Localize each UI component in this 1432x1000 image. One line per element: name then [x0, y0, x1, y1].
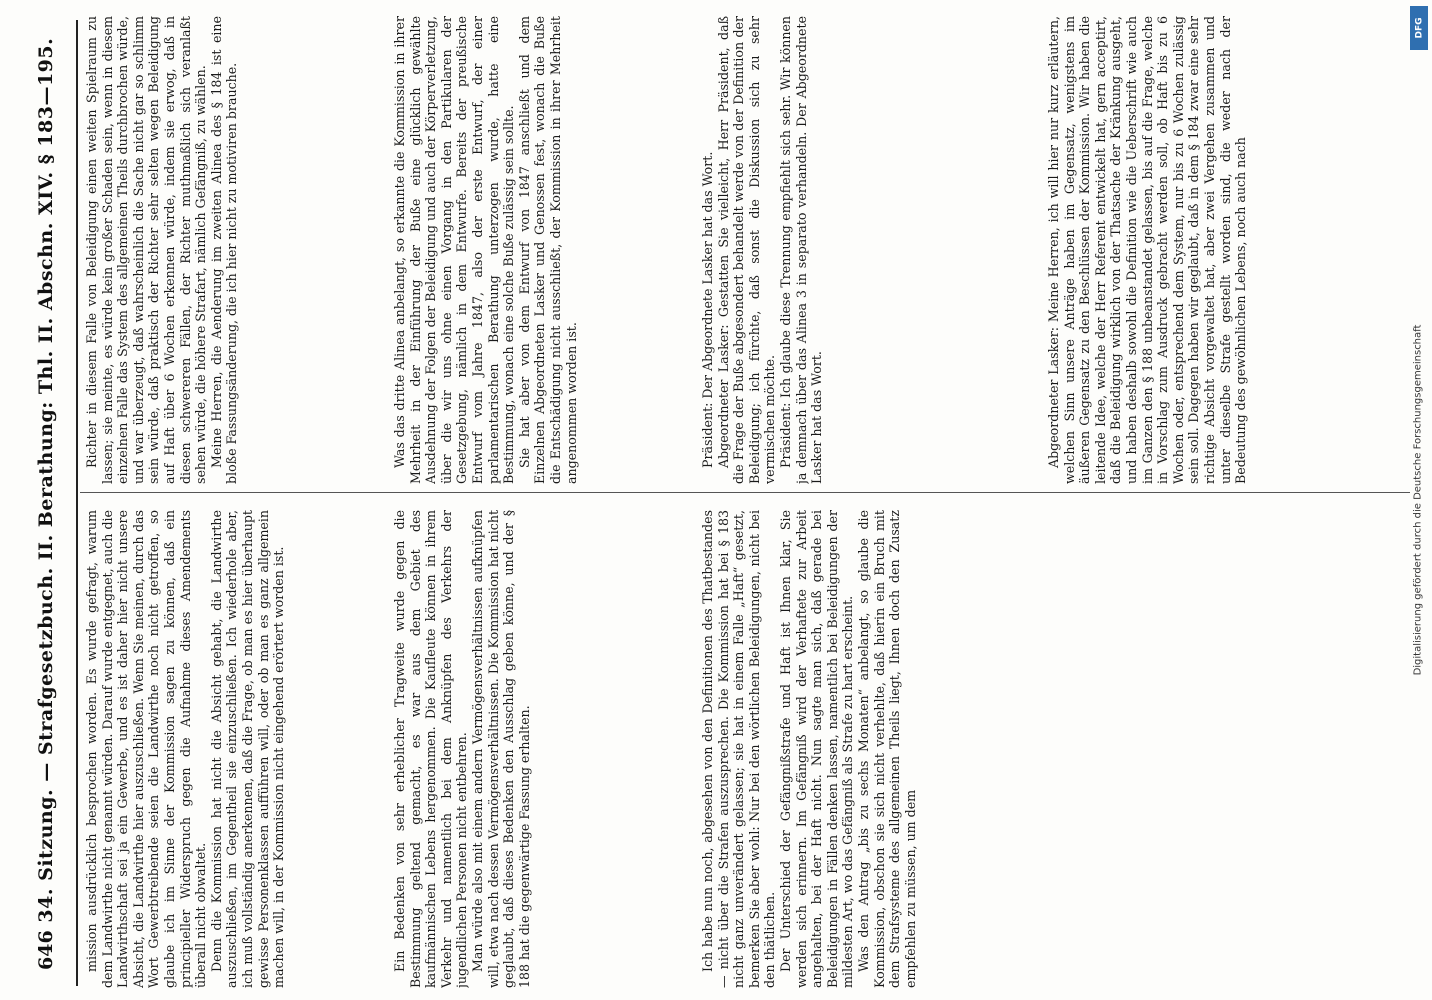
- column-left-bottom: [700, 510, 1040, 988]
- paragraph: Was den Antrag „bis zu sechs Monaten“ anbelangt, so glaube die Kommission, obschon sie sich nicht verhehlte, daß hierin ein Bruch mit dem Strafsysteme des allgemeinen Theils liegt, Ihnen doch den Zusatz empfehlen zu müssen, um dem: [855, 510, 918, 988]
- speech-president: Präsident: Ich glaube diese Trennung empfiehlt sich sehr. Wir können ja demnach über das Alinea 3 in separato verhandeln. Der Abgeordnete Lasker hat das Wort.: [777, 16, 825, 484]
- paragraph: Man würde also mit einem andern Vermögensverhältnissen aufknüpfen will, etwa nach dessen Vermögensverhältnissen. Die Kommission hat nicht geglaubt, daß dieses Bedenken den Ausschlag geben könne, und der § 188 hat die gegenwärtige Fassung erhalten.: [469, 510, 532, 988]
- header-rule: [76, 20, 78, 986]
- column-left-top: [84, 510, 384, 988]
- speech-lasker: Abgeordneter Lasker: Gestatten Sie vielleicht, Herr Präsident, daß die Frage der Buße abgesondert behandelt werde von der Definition der Beleidigung; ich fürchte, daß sonst die Diskussion sich zu sehr vermischen möchte.: [715, 16, 778, 484]
- speech-president: Präsident: Der Abgeordnete Lasker hat das Wort.: [700, 151, 715, 468]
- paragraph: Ich habe nun noch, abgesehen von den Definitionen des Thatbestandes — nicht über die Strafen auszusprechen. Die Kommission hat bei § 183 nicht ganz unverändert gelassen; sie hat in einem Falle „Haft“ gesetzt, bemerken Sie aber wohl: Nur bei den wörtlichen Beleidigungen, nicht bei den thätlichen.: [700, 510, 778, 988]
- running-title: 34. Sitzung. — Strafgesetzbuch. II. Berathung: Thl. II. Abschn. XIV. § 183—195.: [35, 37, 57, 923]
- dfg-logo: [1410, 6, 1428, 50]
- paragraph: mission ausdrücklich besprochen worden. Es wurde gefragt, warum dem Landwirthe nicht genannt würden. Darauf wurde entgegnet, auch die Landwirthschaft sei ja ein Gewerbe, und es ist daher hier nicht unsere Absicht, die Landwirthe hier auszuschließen. Wenn Sie meinen, durch das Wort Gewerbtreibende seien die Landwirthe noch nicht getroffen, so glaube ich im Sinne der Kommission sagen zu können, daß ein principieller Widerspruch gegen die Aufnahme dieses Amendements überall nicht obwaltet.: [84, 510, 209, 988]
- column-right-mid: [392, 16, 692, 484]
- dfg-logo-text: DFG: [1414, 17, 1425, 39]
- page-header: [32, 30, 60, 970]
- paragraph: Was das dritte Alinea anbelangt, so erkannte die Kommission in ihrer Mehrheit in der Einführung der Buße eine glücklich gewählte Ausdehnung der Folgen der Beleidigung und auch der Körperverletzung, über die wir uns ohne einen Vorgang in den Partikularen der Gesetzgebung, nämlich in dem Entwurfe. Bereits der preußische Entwurf vom Jahre 1847, also der erste Entwurf, der einer parlamentarischen Berathung unterzogen wurde, hatte eine Bestimmung, wonach eine solche Buße zulässig sein sollte.: [392, 16, 517, 484]
- column-right-bottom: [700, 16, 1040, 484]
- column-left-mid: [392, 510, 692, 988]
- paragraph: Sie hat aber von dem Entwurf von 1847 anschließt und dem Einzelnen Abgeordneten Lasker und Genossen fest, wonach die Buße die Entschädigung nicht ausschließt, der Kommission in ihrer Mehrheit angenommen worden ist.: [516, 16, 579, 484]
- paragraph: Richter in diesem Falle von Beleidigung einen weiten Spielraum zu lassen; sie meinte, es würde kein großer Schaden sein, wenn in diesem einzelnen Falle das System des allgemeinen Theils durchbrochen würde, und war überzeugt, daß wahrscheinlich die Sache nicht gar so schlimm sein würde, daß praktisch der Richter sehr selten wegen Beleidigung auf Haft über 6 Wochen erkennen würde, indem sie erwog, daß in diesen schwereren Fällen, der Richter muthmaßlich sich veranlaßt sehen würde, die höhere Strafart, nämlich Gefängniß, zu wählen.: [84, 16, 209, 484]
- paragraph: Denn die Kommission hat nicht die Absicht gehabt, die Landwirthe auszuschließen, im Gegentheil sie einzuschließen. Ich wiederhole aber, ich muß vollständig anerkennen, daß die Frage, ob man es hier überhaupt gewisse Personenklassen aufführen will, oder ob man es ganz allgemein machen will, in der Kommission nicht eingehend erörtert worden ist.: [208, 510, 287, 988]
- paragraph: Ein Bedenken von sehr erheblicher Tragweite wurde gegen die Bestimmung geltend gemacht, es war aus dem Gebiet des kaufmännischen Lebens hergenommen. Die Kaufleute können in ihrem Verkehr und namentlich bei dem Anknüpfen des Verkehrs der jugendlichen Personen nicht entbehren.: [392, 510, 470, 988]
- column-right-top: [84, 16, 384, 484]
- speech-lasker: Abgeordneter Lasker: Meine Herren, ich will hier nur kurz erläutern, welchen Sinn unsere Anträge haben im Gegensatz, wenigstens im äußeren Gegensatz zu den Beschlüssen der Kommission. Wir haben die leitende Idee, welche der Herr Referent entwickelt hat, gern acceptirt, daß die Beleidigung wirklich von der Thatsache der Kränkung ausgeht, und haben deshalb sowohl die Definition wie die Ueberschrift wie auch im Ganzen den § 188 unbeanstandet gelassen, bis auf die Frage, welche in Vorschlag zum Ausdruck gebracht werden soll, ob Haft bis zu 6 Wochen oder, entsprechend dem System, nur bis zu 6 Wochen zulässig sein soll. Dagegen haben wir geglaubt, daß in dem § 184 zwar eine sehr richtige Absicht vorgewaltet hat, aber zwei Vergehen zusammen und unter dieselbe Strafe gestellt worden sind, die weder nach der Bedeutung des gewöhnlichen Lebens, noch auch nach: [1046, 16, 1249, 484]
- page-number: 646: [35, 930, 57, 970]
- digitization-credit: Digitalisierung gefördert durch die Deutsche Forschungsgemeinschaft: [1412, 324, 1424, 676]
- paragraph: Meine Herren, die Aenderung im zweiten Alinea des § 184 ist eine bloße Fassungsänderung, die ich hier nicht zu motiviren brauche.: [208, 16, 240, 484]
- paragraph: Der Unterschied der Gefängnißstrafe und Haft ist Ihnen klar, Sie werden sich erinnern. Im Gefängniß wird der Verhaftete zur Arbeit angehalten, bei der Haft nicht. Nun sagte man sich, daß gerade bei Beleidigungen in Fällen denken lassen, namentlich bei Beleidigungen der mildesten Art, wo das Gefängniß als Strafe zu hart erscheint.: [777, 510, 856, 988]
- column-right-end: [1046, 16, 1406, 484]
- column-separator: [80, 492, 1410, 493]
